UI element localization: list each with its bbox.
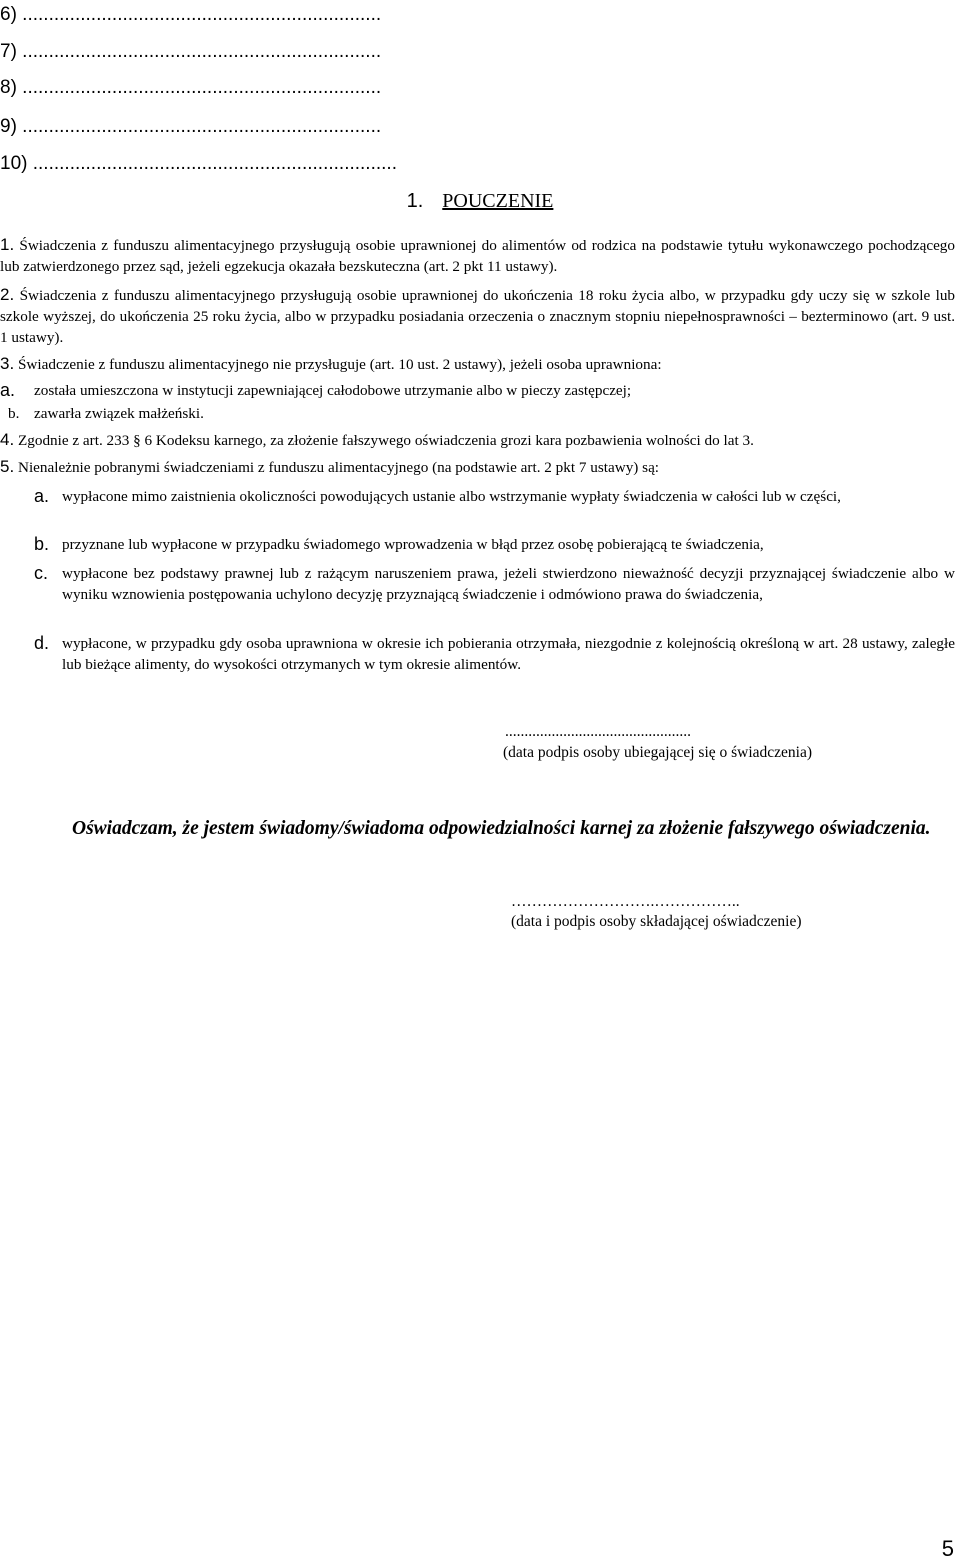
item-number: 2.	[0, 285, 15, 304]
item-text: Nienależnie pobranymi świadczeniami z funduszu alimentacyjnego (na podstawie art. 2 pkt 7 ustawy) są:	[17, 459, 660, 476]
sub-text: wypłacone, w przypadku gdy osoba uprawniona w okresie ich pobierania otrzymała, niezgodnie z kolejnością określoną w art. 28 ustawy, zaległe lub bieżące alimenty, do wysokości otrzymanych w tym okresie alimentów.	[62, 635, 955, 673]
page-number: 5	[941, 1536, 954, 1561]
item-text: Świadczenia z funduszu alimentacyjnego przysługują osobie uprawnionej do ukończenia 18 roku życia albo, w przypadku gdy uczy się w szkole lub szkole wyższej, do ukończenia 25 roku życia, albo w przypadku posiadania orzeczenia o znacznym stopniu niepełnosprawności – bezterminowo (art. 9 ust. 1 ustawy).	[0, 287, 956, 346]
item-5-sub-a	[34, 486, 955, 507]
sub-text: przyznane lub wypłacone w przypadku świadomego wprowadzenia w błąd przez osobę pobierającą te świadczenia,	[62, 536, 764, 553]
item-text: Świadczenia z funduszu alimentacyjnego przysługują osobie uprawnionej do alimentów od rodzica na podstawie tytułu wykonawczego pochodzącego lub zatwierdzonego przez sąd, jeżeli egzekucja okazała bezskuteczna (art. 2 pkt 11 ustawy).	[0, 237, 955, 275]
item-number: 1.	[0, 235, 15, 254]
blank-line-9: 9) ....................................................................	[0, 116, 382, 137]
blank-line-10: 10) .....................................................................	[0, 153, 397, 174]
sub-letter: a.	[34, 486, 50, 506]
sub-text: zawarła związek małżeński.	[34, 405, 204, 422]
item-4	[0, 429, 955, 451]
item-number: 4.	[0, 430, 15, 449]
item-5	[0, 456, 955, 478]
sub-text: wypłacone mimo zaistnienia okoliczności powodujących ustanie albo wstrzymanie wypłaty świadczenia w całości lub w części,	[62, 488, 841, 505]
item-number: 5.	[0, 457, 15, 476]
signature-caption-declarant: (data i podpis osoby składającej oświadczenie)	[511, 913, 802, 930]
signature-caption-applicant: (data podpis osoby ubiegającej się o świadczenia)	[503, 744, 813, 761]
item-5-sub-c	[34, 563, 955, 605]
blank-line-6: 6) ....................................................................	[0, 4, 382, 25]
sub-letter: b.	[34, 534, 50, 554]
item-3-sub-a	[0, 380, 955, 401]
sub-letter: d.	[34, 633, 50, 653]
heading-title: POUCZENIE	[442, 190, 554, 212]
item-1	[0, 234, 955, 277]
section-heading	[0, 190, 960, 213]
heading-number: 1.	[406, 190, 424, 212]
item-3-sub-b	[0, 403, 955, 424]
blank-line-7: 7) ....................................................................	[0, 41, 382, 62]
sub-letter: a.	[0, 380, 16, 400]
item-text: Świadczenie z funduszu alimentacyjnego nie przysługuje (art. 10 ust. 2 ustawy), jeżeli osoba uprawniona:	[17, 356, 662, 373]
item-2	[0, 284, 955, 348]
item-number: 3.	[0, 354, 15, 373]
item-3	[0, 353, 955, 375]
item-5-sub-b	[34, 534, 955, 555]
sub-text: wypłacone bez podstawy prawnej lub z rażącym naruszeniem prawa, jeżeli stwierdzono nieważność decyzji przyznającej świadczenie albo w wyniku wznowienia postępowania uchylono decyzję przyznającą świadczenie i odmówiono prawa do świadczenia,	[62, 565, 955, 603]
item-text: Zgodnie z art. 233 § 6 Kodeksu karnego, za złożenie fałszywego oświadczenia grozi kara pozbawienia wolności do lat 3.	[17, 432, 754, 449]
declaration-statement: Oświadczam, że jestem świadomy/świadoma odpowiedzialności karnej za złożenie fałszywego oświadczenia.	[72, 818, 931, 839]
signature-dots-applicant: ................................................	[505, 723, 691, 740]
signature-dots-declarant: ……………………….……………..	[511, 893, 740, 910]
blank-line-8: 8) ....................................................................	[0, 77, 382, 98]
item-5-sub-d	[34, 633, 955, 675]
sub-text: została umieszczona w instytucji zapewniającej całodobowe utrzymanie albo w pieczy zastępczej;	[34, 382, 632, 399]
sub-letter: b.	[8, 405, 20, 422]
sub-letter: c.	[34, 563, 49, 583]
